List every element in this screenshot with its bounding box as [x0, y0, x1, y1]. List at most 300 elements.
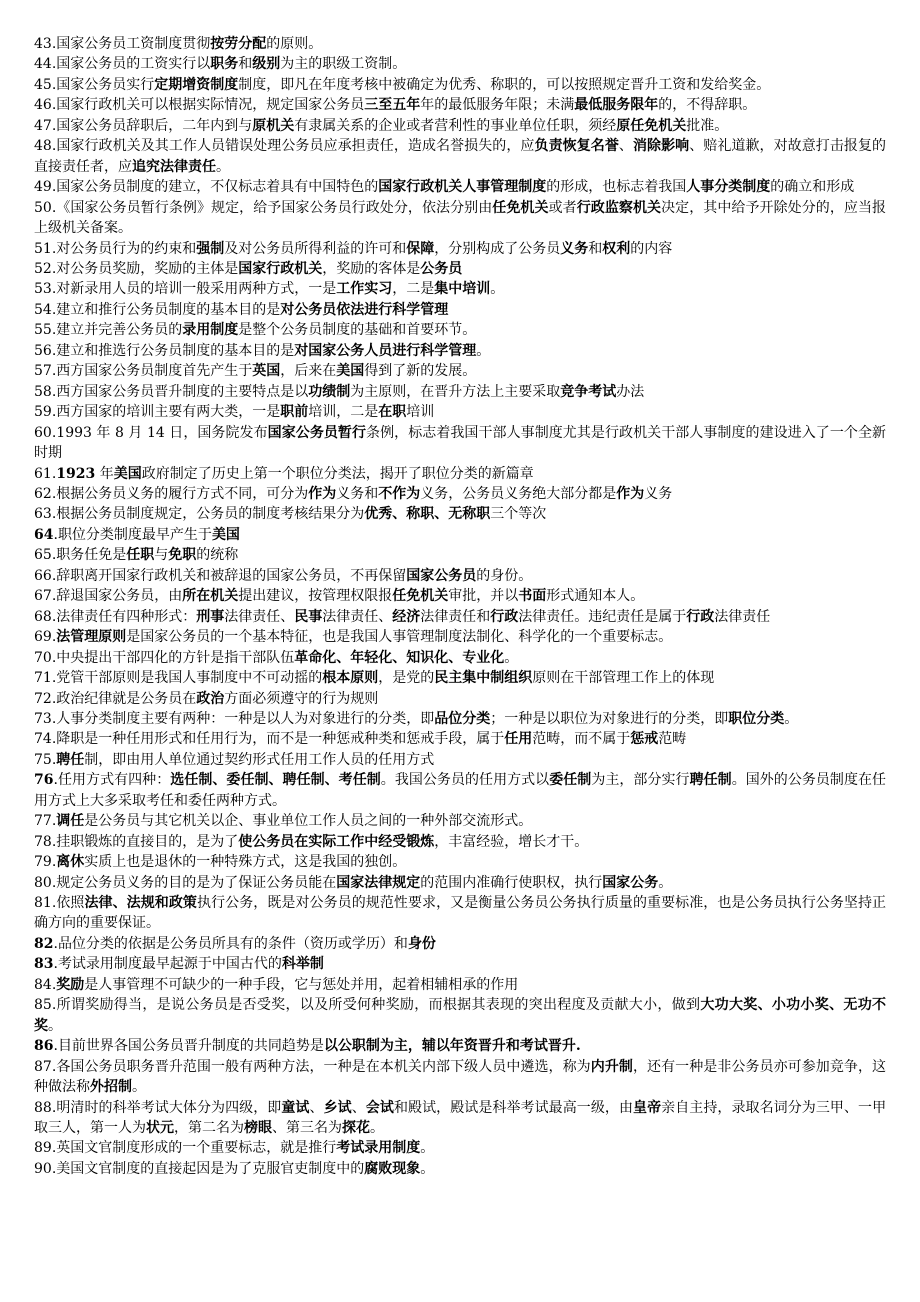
bold-answer-text: 公务员 [420, 260, 463, 277]
bold-answer-text: 书面 [518, 588, 547, 605]
item-text: 的形成，也标志着我国 [546, 179, 687, 196]
item-number: 54 [34, 301, 52, 318]
list-item: 47.国家公务员辞职后，二年内到与原机关有隶属关系的企业或者营利性的事业单位任职，须经原任免机关批准。 [34, 117, 729, 134]
item-text: ，奖励的客体是 [322, 260, 421, 277]
item-text: 。国外的公务员制度在任用方式上大多采取考任和委任两种方式。 [34, 772, 887, 809]
list-item: 89.英国文官制度形成的一个重要标志，就是推行考试录用制度。 [34, 1140, 435, 1157]
item-text: 品位分类的依据是公务员所具有的条件（资历或学历）和 [57, 935, 408, 952]
item-text: 三个等次 [490, 506, 547, 523]
item-text: 。 [504, 649, 519, 666]
bold-answer-text: 法管理原则 [56, 629, 127, 646]
list-item: 59.西方国家的培训主要有两大类，一是职前培训，二是在职培训 [34, 404, 435, 421]
list-item: 53.对新录用人员的培训一般采用两种方式，一是工作实习，二是集中培训。 [34, 281, 505, 298]
item-text: 义务 [644, 485, 673, 502]
item-number: 52 [34, 260, 52, 277]
bold-answer-text: 行政 [490, 608, 519, 625]
item-text: 。 [476, 342, 491, 359]
item-number: 64 [34, 526, 54, 543]
item-text: 对公务员行为的约束和 [56, 240, 197, 257]
list-item: 66.辞职离开国家行政机关和被辞退的国家公务员，不再保留国家公务员的身份。 [34, 567, 533, 584]
list-item: 90.美国文官制度的直接起因是为了克服官吏制度中的腐败现象。 [34, 1160, 435, 1177]
bold-answer-text: 保障 [406, 240, 435, 257]
item-number: 46 [34, 97, 52, 114]
item-text: 国家公务员工资制度贯彻 [56, 36, 211, 52]
list-item: 58.西方国家公务员晋升制度的主要特点是以功绩制为主原则，在晋升方法上主要采取竞争考试办法 [34, 383, 645, 400]
item-text: 办法 [616, 383, 645, 400]
bold-answer-text: 行政 [686, 608, 715, 625]
list-item: 68.法律责任有四种形式：刑事法律责任、民事法律责任、经济法律责任和行政法律责任。违纪责任是属于行政法律责任 [34, 608, 771, 625]
item-text: 提出建议，按管理权限报 [238, 588, 393, 605]
bold-answer-text: 1923 [56, 465, 96, 482]
item-text: 为主原则，在晋升方法上主要采取 [350, 383, 561, 400]
item-number: 66 [34, 567, 52, 584]
list-item: 78.挂职锻炼的直接目的，是为了使公务员在实际工作中经受锻炼，丰富经验，增长才干。 [34, 833, 589, 850]
bold-answer-text: 内升制 [590, 1058, 633, 1075]
item-number: 55 [34, 322, 52, 339]
item-text: 的原则。 [266, 36, 323, 52]
list-item: 51.对公务员行为的约束和强制及对公务员所得利益的许可和保障，分别构成了公务员义务和权利的内容 [34, 240, 673, 257]
item-text: 与 [154, 547, 169, 564]
bold-answer-text: 榜眼 [244, 1120, 272, 1137]
item-number: 49 [34, 179, 52, 196]
item-number: 77 [34, 813, 52, 830]
item-text: 明清时的科举考试大体分为四级，即 [56, 1099, 282, 1116]
list-item: 83.考试录用制度最早起源于中国古代的科举制 [34, 956, 324, 973]
bold-answer-text: 革命化、年轻化、知识化、专业化 [294, 649, 505, 666]
item-text: 1993 年 8 月 14 日，国务院发布 [56, 424, 268, 441]
item-text: 西方国家公务员制度首先产生于 [56, 363, 253, 380]
item-text: 建立并完善公务员的 [56, 322, 183, 339]
item-text: 国家公务员实行 [56, 76, 155, 93]
list-item: 50.《国家公务员暂行条例》规定，给予国家公务员行政处分，依法分别由任免机关或者行政监察机关决定，其中给予开除处分的，应当报上级机关备案。 [34, 199, 887, 237]
item-number: 48 [34, 138, 52, 155]
bold-answer-text: 所在机关 [182, 588, 239, 605]
item-text: 和殿试，殿试是科举考试最高一级，由 [393, 1099, 634, 1116]
item-text: 是整个公务员制度的基础和首要环节。 [238, 322, 477, 339]
bold-answer-text: 国家公务员暂行 [267, 424, 367, 441]
list-item: 65.职务任免是任职与免职的统称 [34, 547, 239, 564]
item-number: 57 [34, 363, 52, 380]
item-number: 43 [34, 36, 52, 52]
item-text: 执行公务，既是对公务员的规范性要求，又是衡量公务员公务执行质量的重要标准，也是公务员执行公务坚持正确方向的重要保证。 [34, 895, 887, 932]
list-item: 56.建立和推选行公务员制度的基本目的是对国家公务人员进行科学管理。 [34, 342, 491, 359]
bold-answer-text: 美国 [336, 363, 365, 380]
bold-answer-text: 探花 [342, 1120, 370, 1137]
list-item: 77.调任是公务员与其它机关以企、事业单位工作人员之间的一种外部交流形式。 [34, 813, 533, 830]
list-item: 76.任用方式有四种：选任制、委任制、聘任制、考任制。我国公务员的任用方式以委任制为主，部分实行聘任制。国外的公务员制度在任用方式上大多采取考任和委任两种方式。 [34, 772, 887, 809]
item-text: 目前世界各国公务员晋升制度的共同趋势是 [57, 1038, 324, 1055]
item-text: 。 [490, 281, 505, 298]
bold-answer-text: 奖励 [56, 976, 85, 993]
list-item: 75.聘任制，即由用人单位通过契约形式任用工作人员的任用方式 [34, 751, 435, 768]
item-text: 各国公务员职务晋升范围一般有两种方法，一种是在本机关内部下级人员中遴选，称为 [56, 1058, 591, 1075]
bold-answer-text: 经济 [392, 608, 421, 625]
item-text: 实质上也是退休的一种特殊方式，这是我国的独创。 [84, 854, 407, 871]
item-number: 51 [34, 240, 52, 257]
item-number: 59 [34, 404, 52, 421]
bold-answer-text: 科举制 [281, 956, 324, 973]
bold-answer-text: 三至五年 [364, 97, 421, 114]
list-item: 61.1923 年美国政府制定了历史上第一个职位分类法，揭开了职位分类的新篇章 [34, 465, 534, 482]
list-item: 84.奖励是人事管理不可缺少的一种手段，它与惩处并用，起着相辅相承的作用 [34, 976, 519, 993]
bold-answer-text: 级别 [252, 56, 281, 73]
bold-answer-text: 腐败现象 [364, 1160, 421, 1177]
item-text: 任用方式有四种： [57, 772, 171, 789]
list-item: 44.国家公务员的工资实行以职务和级别为主的职级工资制。 [34, 56, 407, 73]
bold-answer-text: 任职 [126, 547, 155, 564]
item-number: 83 [34, 956, 54, 973]
item-text: 。 [420, 1140, 435, 1157]
item-text: 规定公务员义务的目的是为了保证公务员能在 [56, 874, 337, 891]
item-text: 范畴 [658, 731, 687, 748]
bold-answer-text: 任免机关 [492, 199, 549, 216]
list-item: 60.1993 年 8 月 14 日，国务院发布国家公务员暂行条例，标志着我国干部人事制度尤其是行政机关干部人事制度的建设进入了一个全新时期 [34, 424, 887, 462]
item-number: 58 [34, 383, 52, 400]
bold-answer-text: 离休 [56, 854, 85, 871]
bold-answer-text: 皇帝 [633, 1099, 662, 1116]
bold-answer-text: 选任制、委任制、聘任制、考任制 [170, 772, 381, 789]
bold-answer-text: 原任免机关 [616, 117, 687, 134]
item-text: 对新录用人员的培训一般采用两种方式，一是 [56, 281, 337, 298]
bold-answer-text: 政治 [196, 690, 225, 707]
item-number: 90 [34, 1160, 52, 1177]
item-text: ，第二名为 [174, 1120, 244, 1137]
item-text: ，分别构成了公务员 [434, 240, 561, 257]
list-item: 86.目前世界各国公务员晋升制度的共同趋势是以公职制为主，辅以年资晋升和考试晋升. [34, 1038, 581, 1055]
item-text: 国家公务员制度的建立，不仅标志着具有中国特色的 [56, 179, 379, 196]
bold-answer-text: 负责恢复名誉 [534, 138, 619, 155]
bold-answer-text: 义务 [560, 240, 589, 257]
bold-answer-text: 美国 [113, 465, 142, 482]
item-text: 义务，公务员义务绝大部分都是 [420, 485, 617, 502]
item-number: 63 [34, 506, 52, 523]
bold-answer-text: 品位分类 [434, 710, 491, 727]
bold-answer-text: 大功大奖、小功小奖、无功不奖 [34, 997, 887, 1034]
item-text: 有隶属关系的企业或者营利性的事业单位任职，须经 [294, 117, 617, 134]
item-number: 80 [34, 874, 52, 891]
item-text: 决定，其中给予开除处分的，应当报上级机关备案。 [34, 199, 887, 237]
item-text: 是国家公务员的一个基本特征，也是我国人事管理制度法制化、科学化的一个重要标志。 [126, 629, 673, 646]
list-item: 62.根据公务员义务的履行方式不同，可分为作为义务和不作为义务，公务员义务绝大部分都是作为义务 [34, 485, 673, 502]
bold-answer-text: 作为 [308, 485, 337, 502]
bold-answer-text: 调任 [56, 813, 85, 830]
bold-answer-text: 职务 [210, 56, 239, 73]
item-text: 。我国公务员的任用方式以 [380, 772, 550, 789]
bold-answer-text: 权利 [602, 240, 631, 257]
list-item: 70.中央提出干部四化的方针是指干部队伍革命化、年轻化、知识化、专业化。 [34, 649, 519, 666]
list-item: 49.国家公务员制度的建立，不仅标志着具有中国特色的国家行政机关人事管理制度的形成，也标志着我国人事分类制度的确立和形成 [34, 179, 855, 196]
list-item: 71.党管干部原则是我国人事制度中不可动摇的根本原则，是党的民主集中制组织原则在干部管理工作上的体现 [34, 670, 715, 687]
item-text: 人事分类制度主要有两种：一种是以人为对象进行的分类，即 [56, 710, 435, 727]
item-text: 法律责任和 [420, 608, 491, 625]
item-text: ，丰富经验，增长才干。 [434, 833, 589, 850]
item-text: 形式通知本人。 [546, 588, 645, 605]
item-text: 、 [351, 1099, 366, 1116]
list-item: 55.建立并完善公务员的录用制度是整个公务员制度的基础和首要环节。 [34, 322, 477, 339]
list-item: 67.辞退国家公务员，由所在机关提出建议，按管理权限报任免机关审批，并以书面形式通知本人。 [34, 588, 645, 605]
item-number: 81 [34, 895, 52, 912]
bold-answer-text: 国家行政机关 [238, 260, 323, 277]
list-item: 79.离休实质上也是退休的一种特殊方式，这是我国的独创。 [34, 854, 407, 871]
item-text: 的，不得辞职。 [658, 97, 757, 114]
item-text: 或者 [548, 199, 577, 216]
list-item: 43.国家公务员工资制度贯彻按劳分配的原则。 [34, 36, 323, 52]
bold-answer-text: 会试 [365, 1099, 394, 1116]
item-text: 职务任免是 [56, 547, 127, 564]
question-list [34, 34, 886, 1179]
bold-answer-text: 竞争考试 [560, 383, 617, 400]
item-text: 辞退国家公务员，由 [56, 588, 183, 605]
bold-answer-text: 法律、法规和政策 [84, 895, 197, 912]
item-text: 中央提出干部四化的方针是指干部队伍 [56, 649, 295, 666]
item-text: 依照 [56, 895, 85, 912]
item-text: 的范围内准确行使职权，执行 [420, 874, 603, 891]
bold-answer-text: 根本原则 [322, 670, 379, 687]
item-text: 及对公务员所得利益的许可和 [224, 240, 407, 257]
item-text: 根据公务员义务的履行方式不同，可分为 [56, 485, 309, 502]
bold-answer-text: 美国 [211, 526, 240, 543]
item-number: 71 [34, 670, 52, 687]
list-item: 87.各国公务员职务晋升范围一般有两种方法，一种是在本机关内部下级人员中遴选，称为内升制，还有一种是非公务员亦可参加竞争，这种做法称外招制。 [34, 1058, 887, 1096]
item-text: 对公务员奖励，奖励的主体是 [56, 260, 239, 277]
bold-answer-text: 任免机关 [392, 588, 449, 605]
list-item: 57.西方国家公务员制度首先产生于英国，后来在美国得到了新的发展。 [34, 363, 477, 380]
bold-answer-text: 状元 [146, 1120, 174, 1137]
list-item: 72.政治纪律就是公务员在政治方面必须遵守的行为规则 [34, 690, 379, 707]
bold-answer-text: 刑事 [196, 608, 225, 625]
item-text: 培训，二是 [308, 404, 379, 421]
item-number: 61 [34, 465, 52, 482]
bold-answer-text: 消除影响 [632, 138, 690, 155]
list-item: 63.根据公务员制度规定，公务员的制度考核结果分为优秀、称职、无称职三个等次 [34, 506, 547, 523]
item-text: 。 [132, 1079, 146, 1096]
bold-answer-text: 职前 [280, 404, 309, 421]
item-text: 英国文官制度形成的一个重要标志，就是推行 [56, 1140, 337, 1157]
bold-answer-text: 工作实习 [336, 281, 393, 298]
bold-answer-text: 英国 [252, 363, 281, 380]
item-text: 国家公务员的工资实行以 [56, 56, 211, 73]
bold-answer-text: 身份 [407, 935, 436, 952]
item-number: 70 [34, 649, 52, 666]
item-text: 西方国家公务员晋升制度的主要特点是以 [56, 383, 309, 400]
list-item: 48.国家行政机关及其工作人员错误处理公务员应承担责任，造成名誉损失的，应负责恢复名誉、消除影响、赔礼道歉，对故意打击报复的直接责任者，应追究法律责任。 [34, 138, 887, 175]
bold-answer-text: 集中培训 [434, 281, 491, 298]
item-text: 法律责任、 [322, 608, 393, 625]
item-text: 年的最低服务年限；未满 [420, 97, 575, 114]
item-text: 的内容 [630, 240, 673, 257]
item-text: 为主，部分实行 [591, 772, 690, 789]
item-text: 。 [420, 1160, 435, 1177]
bold-answer-text: 定期增资制度 [154, 76, 239, 93]
item-text: ；一种是以职位为对象进行的分类，即 [490, 710, 729, 727]
item-text: 得到了新的发展。 [364, 363, 477, 380]
item-text: 的确立和形成 [770, 179, 855, 196]
item-text: 。 [48, 1017, 62, 1034]
item-text: 制度，即凡在年度考核中被确定为优秀、称职的，可以按照规定晋升工资和发给奖金。 [238, 76, 771, 93]
bold-answer-text: 以公职制为主，辅以年资晋升和考试晋升. [323, 1038, 581, 1055]
bold-answer-text: 在职 [378, 404, 407, 421]
item-text: 美国文官制度的直接起因是为了克服官吏制度中的 [56, 1160, 365, 1177]
item-number: 56 [34, 342, 52, 359]
item-text: 审批，并以 [448, 588, 519, 605]
item-number: 89 [34, 1140, 52, 1157]
item-text: 、 [618, 138, 633, 155]
item-text: 国家行政机关可以根据实际情况，规定国家公务员 [56, 97, 365, 114]
item-text: 的身份。 [476, 567, 533, 584]
item-number: 86 [34, 1038, 54, 1055]
item-text: 。 [784, 710, 799, 727]
item-text: 职位分类制度最早产生于 [57, 526, 212, 543]
item-number: 84 [34, 976, 52, 993]
bold-answer-text: 民主集中制组织 [434, 670, 533, 687]
bold-answer-text: 人事分类制度 [686, 179, 771, 196]
item-text: 政府制定了历史上第一个职位分类法，揭开了职位分类的新篇章 [141, 465, 534, 482]
item-text: 。 [658, 874, 673, 891]
item-text: 降职是一种任用形式和任用行为，而不是一种惩戒种类和惩戒手段，属于 [56, 731, 505, 748]
item-text: 、赔礼道歉，对故意打击报复的直接责任者，应 [34, 138, 887, 175]
item-number: 68 [34, 608, 52, 625]
list-item: 45.国家公务员实行定期增资制度制度，即凡在年度考核中被确定为优秀、称职的，可以按照规定晋升工资和发给奖金。 [34, 76, 771, 93]
bold-answer-text: 使公务员在实际工作中经受锻炼 [238, 833, 435, 850]
bold-answer-text: 不作为 [378, 485, 421, 502]
bold-answer-text: 童试 [281, 1099, 310, 1116]
item-text: ，后来在 [280, 363, 337, 380]
item-text: 为主的职级工资制。 [280, 56, 407, 73]
item-text: ，二是 [392, 281, 435, 298]
bold-answer-text: 最低服务限年 [574, 97, 659, 114]
bold-answer-text: 免职 [168, 547, 197, 564]
bold-answer-text: 功绩制 [308, 383, 351, 400]
bold-answer-text: 追究法律责任 [132, 158, 216, 175]
item-number: 47 [34, 117, 52, 134]
bold-answer-text: 原机关 [252, 117, 295, 134]
item-number: 62 [34, 485, 52, 502]
list-item: 80.规定公务员义务的目的是为了保证公务员能在国家法律规定的范围内准确行使职权，执行国家公务。 [34, 874, 673, 891]
item-text: 建立和推行公务员制度的基本目的是 [56, 301, 281, 318]
list-item: 46.国家行政机关可以根据实际情况，规定国家公务员三至五年年的最低服务年限；未满最低服务限年的，不得辞职。 [34, 97, 757, 114]
bold-answer-text: 外招制 [90, 1079, 132, 1096]
item-text: 条例，标志着我国干部人事制度尤其是行政机关干部人事制度的建设进入了一个全新时期 [34, 424, 887, 462]
item-number: 53 [34, 281, 52, 298]
item-text: 根据公务员制度规定，公务员的制度考核结果分为 [56, 506, 365, 523]
item-text: 西方国家的培训主要有两大类，一是 [56, 404, 281, 421]
bold-answer-text: 职位分类 [728, 710, 785, 727]
item-number: 79 [34, 854, 52, 871]
item-text: 制，即由用人单位通过契约形式任用工作人员的任用方式 [84, 751, 435, 768]
item-text: 是人事管理不可缺少的一种手段，它与惩处并用，起着相辅相承的作用 [84, 976, 519, 993]
item-text: 年 [95, 465, 114, 482]
bold-answer-text: 按劳分配 [210, 36, 267, 52]
item-text: 挂职锻炼的直接目的，是为了 [56, 833, 239, 850]
item-text: 《国家公务员暂行条例》规定，给予国家公务员行政处分，依法分别由 [56, 199, 493, 216]
item-number: 72 [34, 690, 52, 707]
list-item: 85.所谓奖励得当，是说公务员是否受奖，以及所受何种奖励，而根据其表现的突出程度及贡献大小，做到大功大奖、小功小奖、无功不奖。 [34, 997, 887, 1034]
item-text: 义务和 [336, 485, 379, 502]
item-text: 培训 [406, 404, 435, 421]
item-text: 原则在干部管理工作上的体现 [532, 670, 715, 687]
item-text: 辞职离开国家行政机关和被辞退的国家公务员，不再保留 [56, 567, 407, 584]
item-text: 法律责任有四种形式： [56, 608, 197, 625]
item-text: 法律责任 [714, 608, 771, 625]
item-text: 国家公务员辞职后，二年内到与 [56, 117, 253, 134]
item-number: 78 [34, 833, 52, 850]
item-number: 74 [34, 731, 52, 748]
item-number: 73 [34, 710, 52, 727]
item-text: 建立和推选行公务员制度的基本目的是 [56, 342, 295, 359]
item-text: 考试录用制度最早起源于中国古代的 [57, 956, 282, 973]
item-text: 国家行政机关及其工作人员错误处理公务员应承担责任，造成名誉损失的，应 [56, 138, 535, 155]
bold-answer-text: 委任制 [549, 772, 592, 789]
item-text: 是公务员与其它机关以企、事业单位工作人员之间的一种外部交流形式。 [84, 813, 533, 830]
item-text: 党管干部原则是我国人事制度中不可动摇的 [56, 670, 323, 687]
list-item: 64.职位分类制度最早产生于美国 [34, 526, 240, 543]
item-number: 85 [34, 997, 52, 1014]
item-number: 44 [34, 56, 52, 73]
item-text: 所谓奖励得当，是说公务员是否受奖，以及所受何种奖励，而根据其表现的突出程度及贡献大小，做到 [56, 997, 701, 1014]
item-text: 方面必须遵守的行为规则 [224, 690, 379, 707]
list-item: 73.人事分类制度主要有两种：一种是以人为对象进行的分类，即品位分类；一种是以职位为对象进行的分类，即职位分类。 [34, 710, 799, 727]
item-number: 45 [34, 76, 52, 93]
bold-answer-text: 聘任制 [689, 772, 732, 789]
item-number: 50 [34, 199, 52, 216]
list-item: 54.建立和推行公务员制度的基本目的是对公务员依法进行科学管理 [34, 301, 449, 318]
list-item: 81.依照法律、法规和政策执行公务，既是对公务员的规范性要求，又是衡量公务员公务执行质量的重要标准，也是公务员执行公务坚持正确方向的重要保证。 [34, 895, 887, 932]
bold-answer-text: 惩戒 [630, 731, 659, 748]
list-item: 74.降职是一种任用形式和任用行为，而不是一种惩戒种类和惩戒手段，属于任用范畴，而不属于惩戒范畴 [34, 731, 687, 748]
item-text: 法律责任。违纪责任是属于 [518, 608, 687, 625]
item-number: 76 [34, 772, 54, 789]
item-text: 范畴，而不属于 [532, 731, 631, 748]
item-text: 亲自主持，录取名词分为三甲、一甲取三人，第一人为 [34, 1099, 887, 1137]
bold-answer-text: 国家公务 [602, 874, 659, 891]
item-text: 、 [309, 1099, 324, 1116]
item-text: ，是党的 [378, 670, 435, 687]
bold-answer-text: 录用制度 [182, 322, 239, 339]
bold-answer-text: 作为 [616, 485, 645, 502]
item-text: 和 [588, 240, 603, 257]
item-number: 65 [34, 547, 52, 564]
item-text: 。 [216, 158, 230, 175]
bold-answer-text: 强制 [196, 240, 225, 257]
item-number: 82 [34, 935, 54, 952]
item-text: 法律责任、 [224, 608, 295, 625]
item-number: 87 [34, 1058, 52, 1075]
bold-answer-text: 对公务员依法进行科学管理 [280, 301, 449, 318]
bold-answer-text: 行政监察机关 [576, 199, 662, 216]
item-number: 67 [34, 588, 52, 605]
item-number: 88 [34, 1099, 52, 1116]
item-text: 和 [238, 56, 253, 73]
list-item: 88.明清时的科举考试大体分为四级，即童试、乡试、会试和殿试，殿试是科举考试最高一级，由皇帝亲自主持，录取名词分为三甲、一甲取三人，第一人为状元，第二名为榜眼、第三名为探花。 [34, 1099, 887, 1137]
item-text: ，还有一种是非公务员亦可参加竞争，这种做法称 [34, 1058, 887, 1096]
bold-answer-text: 任用 [504, 731, 533, 748]
item-number: 75 [34, 751, 52, 768]
item-number: 69 [34, 629, 52, 646]
item-text: 、第三名为 [272, 1120, 342, 1137]
item-number: 60 [34, 424, 52, 441]
item-text: 的统称 [196, 547, 239, 564]
bold-answer-text: 考试录用制度 [336, 1140, 421, 1157]
bold-answer-text: 国家法律规定 [336, 874, 421, 891]
bold-answer-text: 优秀、称职、无称职 [364, 506, 491, 523]
list-item: 69.法管理原则是国家公务员的一个基本特征，也是我国人事管理制度法制化、科学化的一个重要标志。 [34, 629, 673, 646]
bold-answer-text: 聘任 [56, 751, 85, 768]
item-text: 。 [370, 1120, 384, 1137]
bold-answer-text: 国家行政机关人事管理制度 [378, 179, 547, 196]
bold-answer-text: 国家公务员 [406, 567, 477, 584]
list-item: 82.品位分类的依据是公务员所具有的条件（资历或学历）和身份 [34, 935, 436, 952]
bold-answer-text: 民事 [294, 608, 323, 625]
